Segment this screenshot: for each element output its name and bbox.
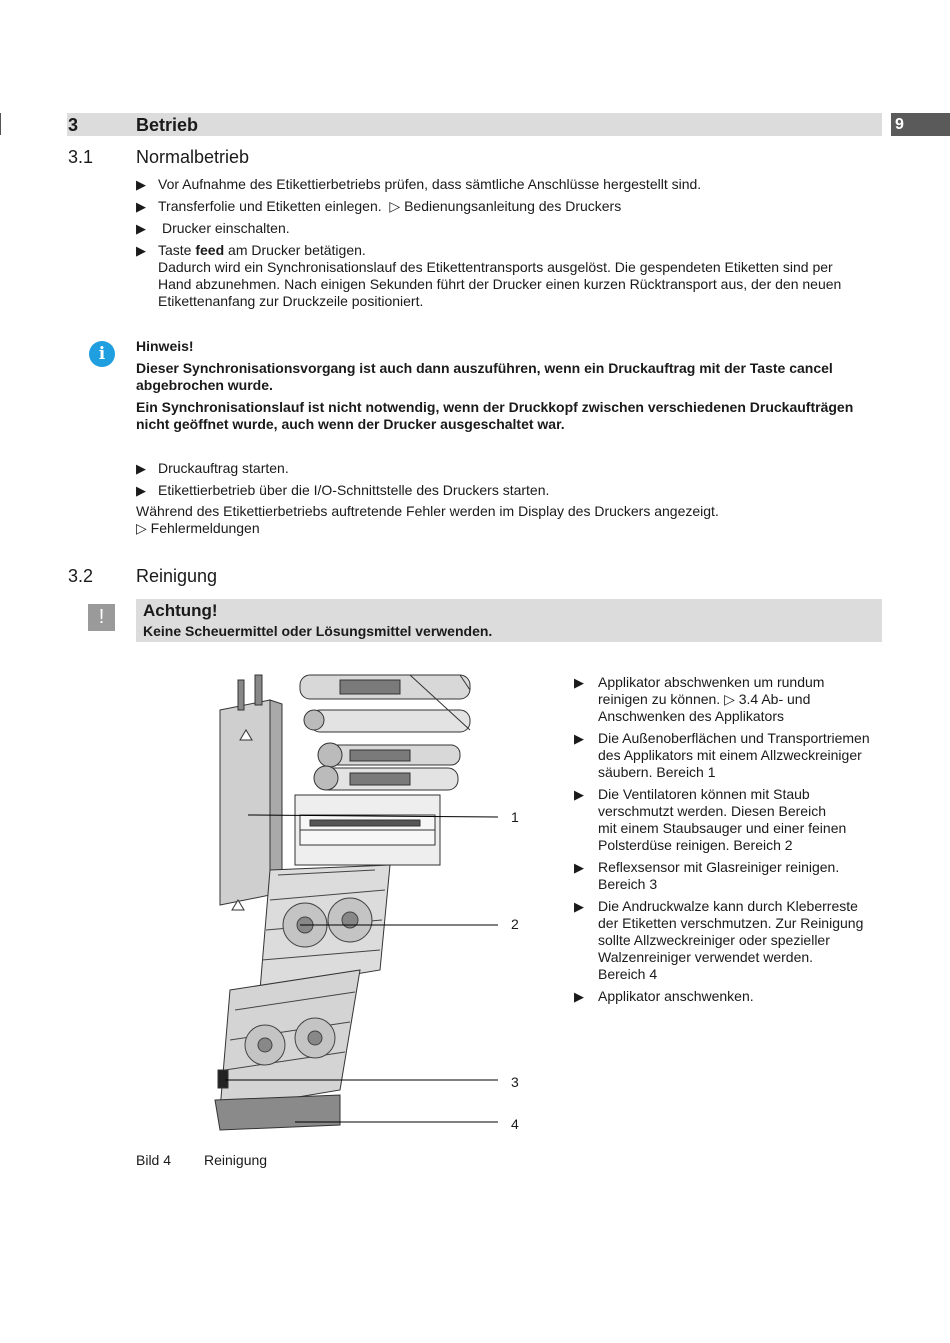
step-text: Polsterdüse reinigen. Bereich 2 bbox=[598, 837, 793, 853]
transport-rollers bbox=[300, 675, 470, 790]
list-item-text: am Drucker betätigen. bbox=[224, 242, 366, 258]
step-text: der Etiketten verschmutzen. Zur Reinigung bbox=[598, 915, 864, 931]
list-item: Etikettierbetrieb über die I/O-Schnittstelle des Druckers starten. bbox=[158, 482, 550, 498]
bullet-icon: ▶ bbox=[574, 860, 584, 875]
list-item: Drucker einschalten. bbox=[162, 220, 290, 236]
list-item bbox=[158, 198, 621, 215]
callout-4: 4 bbox=[511, 1116, 519, 1132]
warning-icon: ! bbox=[88, 604, 115, 631]
list-item bbox=[158, 242, 366, 259]
step-text: Applikator anschwenken. bbox=[598, 988, 754, 1004]
info-icon: i bbox=[89, 341, 115, 367]
list-item: Druckauftrag starten. bbox=[158, 460, 289, 476]
reference-arrow-icon: ▷ bbox=[136, 520, 147, 536]
section-title: Reinigung bbox=[136, 566, 218, 586]
section-title: Normalbetrieb bbox=[136, 147, 250, 167]
bullet-icon: ▶ bbox=[136, 243, 146, 258]
bullet-icon: ▶ bbox=[574, 731, 584, 746]
step-text: Reflexsensor mit Glasreiniger reinigen. bbox=[598, 859, 840, 875]
step-text: reinigen zu können. ▷ 3.4 Ab- und bbox=[598, 691, 811, 707]
note-text: Dieser Synchronisationsvorgang ist auch dann auszuführen, wenn ein Druckauftrag mit der Taste cancel bbox=[136, 360, 833, 376]
bullet-icon: ▶ bbox=[574, 675, 584, 690]
section-number: 3.2 bbox=[68, 566, 94, 586]
bullet-icon: ▶ bbox=[136, 221, 146, 236]
body-text: Dadurch wird ein Synchronisationslauf des Etikettentransports ausgelöst. Die gespendeten Etiketten sind per bbox=[158, 259, 833, 275]
body-text: Hand abzunehmen. Nach einigen Sekunden führt der Drucker einen kurzen Rücktransport aus, der den neuen bbox=[158, 276, 842, 292]
callout-1: 1 bbox=[511, 809, 519, 825]
step-text: Anschwenken des Applikators bbox=[598, 708, 784, 724]
bullet-icon: ▶ bbox=[136, 483, 146, 498]
list-item-text: Taste bbox=[158, 242, 196, 258]
section-number: 3.1 bbox=[68, 147, 94, 167]
step-text: säubern. Bereich 1 bbox=[598, 764, 716, 780]
manual-reference: Bedienungsanleitung des Druckers bbox=[404, 198, 622, 214]
step-text: Die Ventilatoren können mit Staub bbox=[598, 786, 810, 802]
warning-title: Achtung! bbox=[143, 601, 218, 620]
feed-key: feed bbox=[195, 242, 225, 258]
step-text: Applikator abschwenken um rundum bbox=[598, 674, 825, 690]
error-reference-label: Fehlermeldungen bbox=[150, 520, 260, 536]
note-text: Ein Synchronisationslauf ist nicht notwendig, wenn der Druckkopf zwischen verschiedenen Druckaufträgen bbox=[136, 399, 854, 415]
step-text: des Applikators mit einem Allzweckreiniger bbox=[598, 747, 862, 763]
list-item-text: Transferfolie und Etiketten einlegen. bbox=[158, 198, 382, 214]
margin-mark bbox=[0, 113, 1, 135]
body-text: Während des Etikettierbetriebs auftretende Fehler werden im Display des Druckers angezeigt. bbox=[136, 503, 719, 519]
chapter-title: Betrieb bbox=[136, 115, 199, 135]
error-reference bbox=[136, 520, 260, 537]
bullet-icon: ▶ bbox=[574, 787, 584, 802]
list-item: Vor Aufnahme des Etikettierbetriebs prüfen, dass sämtliche Anschlüsse hergestellt sind. bbox=[158, 176, 702, 192]
step-text: Walzenreiniger verwendet werden. bbox=[598, 949, 814, 965]
step-text: Die Außenoberflächen und Transportriemen bbox=[598, 730, 870, 746]
step-text: Die Andruckwalze kann durch Kleberreste bbox=[598, 898, 858, 914]
warning-text: Keine Scheuermittel oder Lösungsmittel verwenden. bbox=[143, 623, 493, 639]
note-text: abgebrochen wurde. bbox=[136, 377, 273, 393]
step-text: mit einem Staubsauger und einer feinen bbox=[598, 820, 847, 836]
body-text: Etikettenanfang zur Druckzeile positioniert. bbox=[158, 293, 424, 309]
bullet-icon: ▶ bbox=[136, 461, 146, 476]
callout-2: 2 bbox=[511, 916, 519, 932]
bullet-icon: ▶ bbox=[574, 899, 584, 914]
applicator-illustration bbox=[200, 670, 510, 1140]
note-title: Hinweis! bbox=[136, 338, 194, 354]
page-number: 9 bbox=[895, 116, 904, 133]
step-text: sollte Allzweckreiniger oder spezieller bbox=[598, 932, 830, 948]
figure-caption: Reinigung bbox=[204, 1152, 268, 1168]
callout-3: 3 bbox=[511, 1074, 519, 1090]
note-text: nicht geöffnet wurde, auch wenn der Drucker ausgeschaltet war. bbox=[136, 416, 565, 432]
reference-arrow-icon: ▷ bbox=[389, 198, 401, 214]
figure-label: Bild 4 bbox=[136, 1152, 172, 1168]
step-text: Bereich 3 bbox=[598, 876, 658, 892]
step-text: Bereich 4 bbox=[598, 966, 658, 982]
chapter-number: 3 bbox=[68, 115, 79, 135]
bullet-icon: ▶ bbox=[136, 177, 146, 192]
bullet-icon: ▶ bbox=[574, 989, 584, 1004]
bullet-icon: ▶ bbox=[136, 199, 146, 214]
step-text: verschmutzt werden. Diesen Bereich bbox=[598, 803, 826, 819]
